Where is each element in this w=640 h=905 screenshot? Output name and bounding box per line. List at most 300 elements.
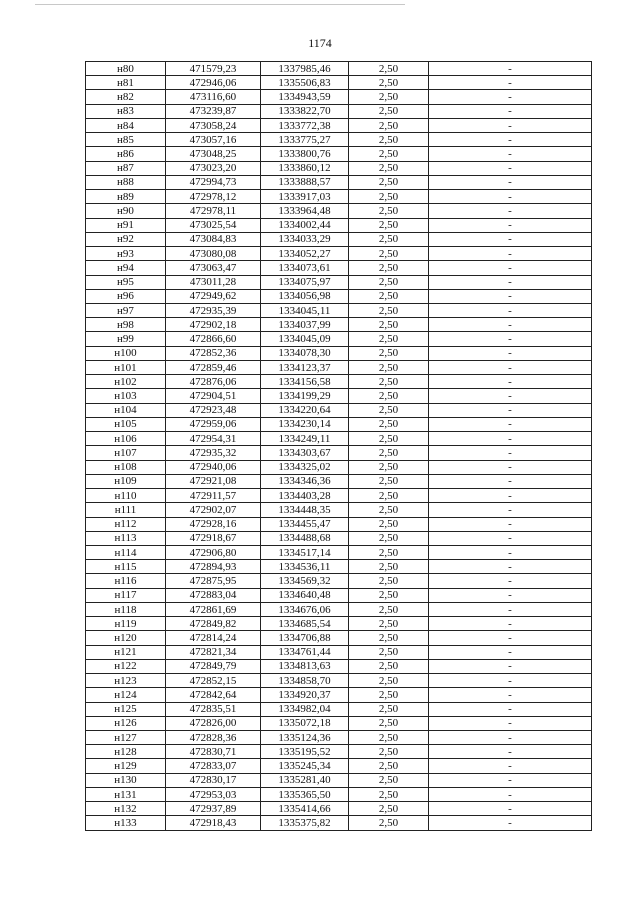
- note-cell: -: [429, 460, 592, 474]
- table-row: [86, 161, 592, 175]
- x-coordinate-cell: 472946,06: [166, 76, 261, 90]
- accuracy-cell: 2,50: [349, 787, 429, 801]
- table-row: [86, 745, 592, 759]
- point-cell: н126: [86, 716, 166, 730]
- table-row: [86, 190, 592, 204]
- table-row: [86, 346, 592, 360]
- y-coordinate-cell: 1334455,47: [261, 517, 349, 531]
- note-cell: -: [429, 674, 592, 688]
- point-cell: н131: [86, 787, 166, 801]
- y-coordinate-cell: 1334346,36: [261, 474, 349, 488]
- note-cell: -: [429, 545, 592, 559]
- note-cell: -: [429, 360, 592, 374]
- accuracy-cell: 2,50: [349, 674, 429, 688]
- table-row: [86, 545, 592, 559]
- y-coordinate-cell: 1333888,57: [261, 175, 349, 189]
- note-cell: -: [429, 375, 592, 389]
- accuracy-cell: 2,50: [349, 688, 429, 702]
- y-coordinate-cell: 1334230,14: [261, 417, 349, 431]
- x-coordinate-cell: 472953,03: [166, 787, 261, 801]
- note-cell: -: [429, 588, 592, 602]
- x-coordinate-cell: 472921,08: [166, 474, 261, 488]
- point-cell: н108: [86, 460, 166, 474]
- x-coordinate-cell: 472949,62: [166, 289, 261, 303]
- note-cell: -: [429, 218, 592, 232]
- point-cell: н118: [86, 602, 166, 616]
- point-cell: н125: [86, 702, 166, 716]
- note-cell: -: [429, 175, 592, 189]
- accuracy-cell: 2,50: [349, 161, 429, 175]
- x-coordinate-cell: 472935,39: [166, 303, 261, 317]
- x-coordinate-cell: 472911,57: [166, 489, 261, 503]
- accuracy-cell: 2,50: [349, 659, 429, 673]
- table-row: [86, 489, 592, 503]
- accuracy-cell: 2,50: [349, 602, 429, 616]
- note-cell: -: [429, 133, 592, 147]
- accuracy-cell: 2,50: [349, 218, 429, 232]
- accuracy-cell: 2,50: [349, 118, 429, 132]
- note-cell: -: [429, 204, 592, 218]
- y-coordinate-cell: 1337985,46: [261, 62, 349, 76]
- note-cell: -: [429, 318, 592, 332]
- note-cell: -: [429, 489, 592, 503]
- accuracy-cell: 2,50: [349, 745, 429, 759]
- note-cell: -: [429, 275, 592, 289]
- y-coordinate-cell: 1334056,98: [261, 289, 349, 303]
- accuracy-cell: 2,50: [349, 716, 429, 730]
- y-coordinate-cell: 1333822,70: [261, 104, 349, 118]
- y-coordinate-cell: 1334761,44: [261, 645, 349, 659]
- y-coordinate-cell: 1333917,03: [261, 190, 349, 204]
- table-row: [86, 118, 592, 132]
- y-coordinate-cell: 1335375,82: [261, 816, 349, 830]
- y-coordinate-cell: 1334075,97: [261, 275, 349, 289]
- y-coordinate-cell: 1334037,99: [261, 318, 349, 332]
- point-cell: н82: [86, 90, 166, 104]
- point-cell: н132: [86, 802, 166, 816]
- table-row: [86, 617, 592, 631]
- accuracy-cell: 2,50: [349, 289, 429, 303]
- accuracy-cell: 2,50: [349, 247, 429, 261]
- note-cell: -: [429, 261, 592, 275]
- y-coordinate-cell: 1334123,37: [261, 360, 349, 374]
- note-cell: -: [429, 161, 592, 175]
- table-row: [86, 574, 592, 588]
- accuracy-cell: 2,50: [349, 545, 429, 559]
- accuracy-cell: 2,50: [349, 417, 429, 431]
- table-row: [86, 360, 592, 374]
- x-coordinate-cell: 472954,31: [166, 432, 261, 446]
- note-cell: -: [429, 602, 592, 616]
- table-row: [86, 446, 592, 460]
- y-coordinate-cell: 1334045,09: [261, 332, 349, 346]
- y-coordinate-cell: 1334517,14: [261, 545, 349, 559]
- accuracy-cell: 2,50: [349, 133, 429, 147]
- x-coordinate-cell: 472935,32: [166, 446, 261, 460]
- y-coordinate-cell: 1334813,63: [261, 659, 349, 673]
- x-coordinate-cell: 472833,07: [166, 759, 261, 773]
- note-cell: -: [429, 417, 592, 431]
- accuracy-cell: 2,50: [349, 645, 429, 659]
- point-cell: н104: [86, 403, 166, 417]
- point-cell: н121: [86, 645, 166, 659]
- note-cell: -: [429, 645, 592, 659]
- point-cell: н102: [86, 375, 166, 389]
- x-coordinate-cell: 472906,80: [166, 545, 261, 559]
- y-coordinate-cell: 1333772,38: [261, 118, 349, 132]
- y-coordinate-cell: 1334156,58: [261, 375, 349, 389]
- y-coordinate-cell: 1334078,30: [261, 346, 349, 360]
- note-cell: -: [429, 289, 592, 303]
- point-cell: н133: [86, 816, 166, 830]
- y-coordinate-cell: 1334858,70: [261, 674, 349, 688]
- accuracy-cell: 2,50: [349, 275, 429, 289]
- y-coordinate-cell: 1334002,44: [261, 218, 349, 232]
- accuracy-cell: 2,50: [349, 531, 429, 545]
- accuracy-cell: 2,50: [349, 432, 429, 446]
- y-coordinate-cell: 1334073,61: [261, 261, 349, 275]
- accuracy-cell: 2,50: [349, 62, 429, 76]
- x-coordinate-cell: 472852,36: [166, 346, 261, 360]
- accuracy-cell: 2,50: [349, 802, 429, 816]
- point-cell: н106: [86, 432, 166, 446]
- accuracy-cell: 2,50: [349, 175, 429, 189]
- table-row: [86, 659, 592, 673]
- note-cell: -: [429, 574, 592, 588]
- x-coordinate-cell: 472978,12: [166, 190, 261, 204]
- note-cell: -: [429, 90, 592, 104]
- y-coordinate-cell: 1334920,37: [261, 688, 349, 702]
- note-cell: -: [429, 731, 592, 745]
- x-coordinate-cell: 472821,34: [166, 645, 261, 659]
- y-coordinate-cell: 1334569,32: [261, 574, 349, 588]
- accuracy-cell: 2,50: [349, 503, 429, 517]
- point-cell: н88: [86, 175, 166, 189]
- note-cell: -: [429, 303, 592, 317]
- point-cell: н91: [86, 218, 166, 232]
- table-row: [86, 631, 592, 645]
- table-row: [86, 787, 592, 801]
- y-coordinate-cell: 1335195,52: [261, 745, 349, 759]
- accuracy-cell: 2,50: [349, 332, 429, 346]
- table-row: [86, 816, 592, 830]
- accuracy-cell: 2,50: [349, 560, 429, 574]
- point-cell: н99: [86, 332, 166, 346]
- note-cell: -: [429, 745, 592, 759]
- note-cell: -: [429, 474, 592, 488]
- table-row: [86, 560, 592, 574]
- table-row: [86, 90, 592, 104]
- y-coordinate-cell: 1333964,48: [261, 204, 349, 218]
- x-coordinate-cell: 472866,60: [166, 332, 261, 346]
- note-cell: -: [429, 787, 592, 801]
- x-coordinate-cell: 472978,11: [166, 204, 261, 218]
- accuracy-cell: 2,50: [349, 489, 429, 503]
- point-cell: н110: [86, 489, 166, 503]
- accuracy-cell: 2,50: [349, 346, 429, 360]
- page-number: 1174: [308, 36, 332, 50]
- table-row: [86, 403, 592, 417]
- point-cell: н81: [86, 76, 166, 90]
- x-coordinate-cell: 472894,93: [166, 560, 261, 574]
- accuracy-cell: 2,50: [349, 403, 429, 417]
- table-row: [86, 104, 592, 118]
- x-coordinate-cell: 472923,48: [166, 403, 261, 417]
- table-row: [86, 261, 592, 275]
- table-row: [86, 332, 592, 346]
- note-cell: -: [429, 403, 592, 417]
- accuracy-cell: 2,50: [349, 702, 429, 716]
- point-cell: н129: [86, 759, 166, 773]
- point-cell: н83: [86, 104, 166, 118]
- x-coordinate-cell: 473063,47: [166, 261, 261, 275]
- point-cell: н114: [86, 545, 166, 559]
- point-cell: н90: [86, 204, 166, 218]
- point-cell: н87: [86, 161, 166, 175]
- accuracy-cell: 2,50: [349, 190, 429, 204]
- accuracy-cell: 2,50: [349, 816, 429, 830]
- x-coordinate-cell: 473116,60: [166, 90, 261, 104]
- point-cell: н115: [86, 560, 166, 574]
- note-cell: -: [429, 773, 592, 787]
- accuracy-cell: 2,50: [349, 574, 429, 588]
- table-row: [86, 303, 592, 317]
- accuracy-cell: 2,50: [349, 731, 429, 745]
- x-coordinate-cell: 472835,51: [166, 702, 261, 716]
- table-row: [86, 232, 592, 246]
- accuracy-cell: 2,50: [349, 446, 429, 460]
- point-cell: н107: [86, 446, 166, 460]
- table-row: [86, 588, 592, 602]
- y-coordinate-cell: 1334706,88: [261, 631, 349, 645]
- note-cell: -: [429, 517, 592, 531]
- note-cell: -: [429, 759, 592, 773]
- accuracy-cell: 2,50: [349, 588, 429, 602]
- accuracy-cell: 2,50: [349, 389, 429, 403]
- point-cell: н97: [86, 303, 166, 317]
- table-row: [86, 602, 592, 616]
- y-coordinate-cell: 1334536,11: [261, 560, 349, 574]
- accuracy-cell: 2,50: [349, 360, 429, 374]
- point-cell: н93: [86, 247, 166, 261]
- accuracy-cell: 2,50: [349, 474, 429, 488]
- x-coordinate-cell: 472859,46: [166, 360, 261, 374]
- note-cell: -: [429, 816, 592, 830]
- table-row: [86, 62, 592, 76]
- note-cell: -: [429, 716, 592, 730]
- note-cell: -: [429, 232, 592, 246]
- x-coordinate-cell: 473084,83: [166, 232, 261, 246]
- table-row: [86, 76, 592, 90]
- table-row: [86, 432, 592, 446]
- table-row: [86, 645, 592, 659]
- point-cell: н117: [86, 588, 166, 602]
- accuracy-cell: 2,50: [349, 773, 429, 787]
- x-coordinate-cell: 472826,00: [166, 716, 261, 730]
- point-cell: н130: [86, 773, 166, 787]
- table-row: [86, 218, 592, 232]
- x-coordinate-cell: 472902,18: [166, 318, 261, 332]
- x-coordinate-cell: 473080,08: [166, 247, 261, 261]
- scan-top-edge-line: [35, 4, 405, 5]
- note-cell: -: [429, 446, 592, 460]
- table-row: [86, 460, 592, 474]
- x-coordinate-cell: 472918,43: [166, 816, 261, 830]
- table-row: [86, 688, 592, 702]
- point-cell: н92: [86, 232, 166, 246]
- x-coordinate-cell: 473058,24: [166, 118, 261, 132]
- x-coordinate-cell: 472814,24: [166, 631, 261, 645]
- table-row: [86, 147, 592, 161]
- table-row: [86, 517, 592, 531]
- point-cell: н94: [86, 261, 166, 275]
- point-cell: н109: [86, 474, 166, 488]
- note-cell: -: [429, 802, 592, 816]
- note-cell: -: [429, 332, 592, 346]
- note-cell: -: [429, 346, 592, 360]
- y-coordinate-cell: 1335506,83: [261, 76, 349, 90]
- table-row: [86, 247, 592, 261]
- y-coordinate-cell: 1334199,29: [261, 389, 349, 403]
- point-cell: н123: [86, 674, 166, 688]
- point-cell: н96: [86, 289, 166, 303]
- x-coordinate-cell: 472852,15: [166, 674, 261, 688]
- note-cell: -: [429, 190, 592, 204]
- x-coordinate-cell: 472828,36: [166, 731, 261, 745]
- table-row: [86, 702, 592, 716]
- x-coordinate-cell: 472918,67: [166, 531, 261, 545]
- y-coordinate-cell: 1334249,11: [261, 432, 349, 446]
- table-row: [86, 389, 592, 403]
- point-cell: н85: [86, 133, 166, 147]
- accuracy-cell: 2,50: [349, 318, 429, 332]
- table-row: [86, 417, 592, 431]
- y-coordinate-cell: 1335414,66: [261, 802, 349, 816]
- accuracy-cell: 2,50: [349, 204, 429, 218]
- accuracy-cell: 2,50: [349, 104, 429, 118]
- y-coordinate-cell: 1334052,27: [261, 247, 349, 261]
- table-row: [86, 503, 592, 517]
- x-coordinate-cell: 471579,23: [166, 62, 261, 76]
- point-cell: н105: [86, 417, 166, 431]
- x-coordinate-cell: 472883,04: [166, 588, 261, 602]
- y-coordinate-cell: 1334640,48: [261, 588, 349, 602]
- note-cell: -: [429, 531, 592, 545]
- table-row: [86, 674, 592, 688]
- point-cell: н124: [86, 688, 166, 702]
- note-cell: -: [429, 432, 592, 446]
- y-coordinate-cell: 1333800,76: [261, 147, 349, 161]
- x-coordinate-cell: 472904,51: [166, 389, 261, 403]
- point-cell: н95: [86, 275, 166, 289]
- point-cell: н84: [86, 118, 166, 132]
- accuracy-cell: 2,50: [349, 631, 429, 645]
- point-cell: н119: [86, 617, 166, 631]
- x-coordinate-cell: 472928,16: [166, 517, 261, 531]
- x-coordinate-cell: 472940,06: [166, 460, 261, 474]
- point-cell: н98: [86, 318, 166, 332]
- table-row: [86, 474, 592, 488]
- y-coordinate-cell: 1334303,67: [261, 446, 349, 460]
- note-cell: -: [429, 617, 592, 631]
- note-cell: -: [429, 76, 592, 90]
- note-cell: -: [429, 118, 592, 132]
- y-coordinate-cell: 1334033,29: [261, 232, 349, 246]
- x-coordinate-cell: 472875,95: [166, 574, 261, 588]
- note-cell: -: [429, 659, 592, 673]
- point-cell: н103: [86, 389, 166, 403]
- table-row: [86, 375, 592, 389]
- table-row: [86, 759, 592, 773]
- note-cell: -: [429, 702, 592, 716]
- y-coordinate-cell: 1334448,35: [261, 503, 349, 517]
- x-coordinate-cell: 473239,87: [166, 104, 261, 118]
- accuracy-cell: 2,50: [349, 147, 429, 161]
- y-coordinate-cell: 1334982,04: [261, 702, 349, 716]
- table-row: [86, 175, 592, 189]
- point-cell: н89: [86, 190, 166, 204]
- note-cell: -: [429, 389, 592, 403]
- y-coordinate-cell: 1334220,64: [261, 403, 349, 417]
- point-cell: н120: [86, 631, 166, 645]
- note-cell: -: [429, 631, 592, 645]
- y-coordinate-cell: 1334943,59: [261, 90, 349, 104]
- accuracy-cell: 2,50: [349, 375, 429, 389]
- note-cell: -: [429, 104, 592, 118]
- accuracy-cell: 2,50: [349, 517, 429, 531]
- note-cell: -: [429, 560, 592, 574]
- accuracy-cell: 2,50: [349, 759, 429, 773]
- table-row: [86, 802, 592, 816]
- x-coordinate-cell: 472876,06: [166, 375, 261, 389]
- x-coordinate-cell: 472937,89: [166, 802, 261, 816]
- x-coordinate-cell: 472842,64: [166, 688, 261, 702]
- point-cell: н101: [86, 360, 166, 374]
- x-coordinate-cell: 472830,71: [166, 745, 261, 759]
- note-cell: -: [429, 688, 592, 702]
- y-coordinate-cell: 1335245,34: [261, 759, 349, 773]
- point-cell: н111: [86, 503, 166, 517]
- table-row: [86, 531, 592, 545]
- accuracy-cell: 2,50: [349, 76, 429, 90]
- x-coordinate-cell: 473048,25: [166, 147, 261, 161]
- accuracy-cell: 2,50: [349, 460, 429, 474]
- point-cell: н80: [86, 62, 166, 76]
- note-cell: -: [429, 247, 592, 261]
- accuracy-cell: 2,50: [349, 261, 429, 275]
- note-cell: -: [429, 147, 592, 161]
- note-cell: -: [429, 503, 592, 517]
- x-coordinate-cell: 473023,20: [166, 161, 261, 175]
- accuracy-cell: 2,50: [349, 617, 429, 631]
- y-coordinate-cell: 1334325,02: [261, 460, 349, 474]
- table-row: [86, 289, 592, 303]
- point-cell: н122: [86, 659, 166, 673]
- x-coordinate-cell: 473025,54: [166, 218, 261, 232]
- y-coordinate-cell: 1333775,27: [261, 133, 349, 147]
- point-cell: н127: [86, 731, 166, 745]
- y-coordinate-cell: 1334685,54: [261, 617, 349, 631]
- y-coordinate-cell: 1335072,18: [261, 716, 349, 730]
- x-coordinate-cell: 472849,79: [166, 659, 261, 673]
- y-coordinate-cell: 1333860,12: [261, 161, 349, 175]
- point-cell: н112: [86, 517, 166, 531]
- x-coordinate-cell: 472830,17: [166, 773, 261, 787]
- y-coordinate-cell: 1334488,68: [261, 531, 349, 545]
- table-row: [86, 275, 592, 289]
- x-coordinate-cell: 473057,16: [166, 133, 261, 147]
- table-row: [86, 716, 592, 730]
